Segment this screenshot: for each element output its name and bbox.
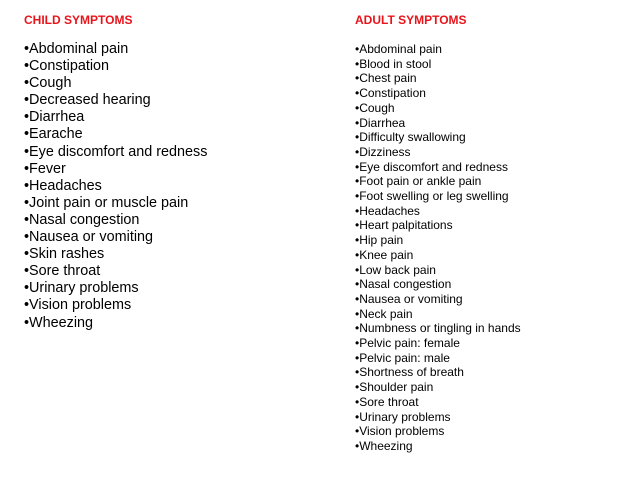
list-item: •Pelvic pain: female (355, 336, 460, 351)
list-item: •Abdominal pain (355, 42, 442, 56)
list-item: •Earache (24, 126, 83, 143)
list-item: •Cough (24, 75, 72, 92)
child-symptoms-column (24, 12, 314, 332)
list-item: •Constipation (355, 86, 426, 101)
list-item: •Sore throat (24, 263, 101, 280)
list-item: •Skin rashes (24, 246, 105, 263)
list-item: •Joint pain or muscle pain (24, 194, 189, 211)
list-item: •Blood in stool (355, 56, 432, 71)
list-item: •Diarrhea (355, 115, 406, 130)
list-item: •Headaches (355, 203, 420, 218)
list-item: •Vision problems (355, 424, 445, 439)
list-item: •Sore throat (355, 394, 419, 409)
list-item: •Wheezing (355, 438, 413, 453)
list-item: •Diarrhea (24, 109, 85, 126)
adult-symptoms-column (355, 12, 635, 454)
list-item: •Eye discomfort and redness (24, 143, 208, 160)
list-item: •Vision problems (24, 297, 132, 314)
list-item: •Numbness or tingling in hands (355, 321, 521, 336)
list-item: •Eye discomfort and redness (355, 159, 508, 174)
list-item: •Decreased hearing (24, 92, 151, 109)
list-item: •Urinary problems (355, 409, 451, 424)
list-item: •Pelvic pain: male (355, 350, 450, 365)
list-item: •Wheezing (24, 314, 94, 331)
list-item: •Chest pain (355, 71, 417, 86)
list-item: •Knee pain (355, 247, 414, 262)
adult-symptoms-list (355, 42, 635, 454)
list-item: •Constipation (24, 58, 110, 75)
list-item: •Heart palpitations (355, 218, 453, 233)
list-item: •Hip pain (355, 233, 404, 248)
list-item: •Difficulty swallowing (355, 130, 466, 145)
list-item: •Nasal congestion (24, 211, 140, 228)
child-symptoms-heading: CHILD SYMPTOMS (24, 13, 133, 27)
list-item: •Abdominal pain (24, 41, 129, 57)
list-item: •Foot swelling or leg swelling (355, 189, 509, 204)
list-item: •Foot pain or ankle pain (355, 174, 482, 189)
list-item: •Shortness of breath (355, 365, 464, 380)
list-item: •Urinary problems (24, 280, 139, 297)
adult-symptoms-heading: ADULT SYMPTOMS (355, 13, 467, 27)
list-item: •Nasal congestion (355, 277, 452, 292)
list-item: •Low back pain (355, 262, 436, 277)
list-item: •Cough (355, 100, 395, 115)
list-item: •Neck pain (355, 306, 413, 321)
list-item: •Headaches (24, 177, 102, 194)
list-item: •Fever (24, 160, 66, 177)
list-item: •Shoulder pain (355, 380, 434, 395)
list-item: •Dizziness (355, 144, 411, 159)
list-item: •Nausea or vomiting (355, 291, 463, 306)
child-symptoms-list (24, 41, 314, 332)
list-item: •Nausea or vomiting (24, 229, 154, 246)
